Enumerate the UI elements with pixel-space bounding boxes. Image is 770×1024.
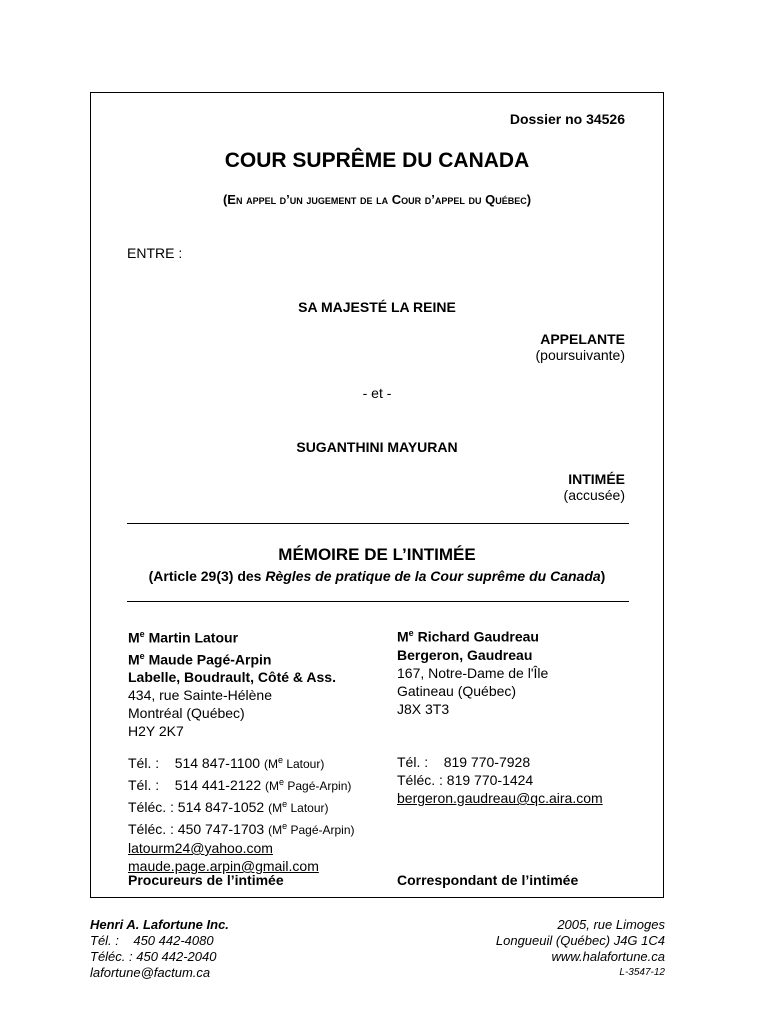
dossier-number: Dossier no 34526 [509,111,625,127]
left-email-link[interactable]: latourm24@yahoo.com [128,840,273,856]
footer-fax: Téléc. : 450 442-2040 [90,949,217,964]
right-firm: Bergeron, Gaudreau [397,646,533,663]
footer-city: Longueuil (Québec) J4G 1C4 [495,933,665,948]
article-reference [91,568,663,584]
right-fax-line: Téléc. : 819 770-1424 [397,772,534,788]
article-rules-title: Règles de pratique de la Cour suprême du Canada [265,568,601,584]
right-signoff: Correspondant de l’intimée [397,872,579,888]
footer-web[interactable]: www.halafortune.ca [551,949,665,964]
right-counsel-block [397,624,647,718]
footer-email[interactable]: lafortune@factum.ca [90,965,211,980]
left-phone-line: Tél. : 514 847-1100 (Me Latour) [128,755,325,771]
entre-label: ENTRE : [127,245,183,261]
left-phone-line: Tél. : 514 441-2122 (Me Pagé-Arpin) [128,777,352,793]
footer-left [90,917,229,981]
left-address-line: Montréal (Québec) [128,705,245,722]
appellant-role-title: APPELANTE [540,331,625,347]
left-counsel-block [128,625,398,740]
article-post: ) [600,568,606,584]
left-email-link[interactable]: maude.page.arpin@gmail.com [128,858,319,874]
appellant-name: SA MAJESTÉ LA REINE [298,299,456,315]
appellant-role-sub: (poursuivante) [535,347,625,363]
right-address-line: 167, Notre-Dame de l'Île [397,664,549,681]
left-firm: Labelle, Boudrault, Côté & Ass. [128,669,336,686]
cover-frame [90,92,664,898]
party-separator: - et - [362,385,392,401]
memoire-title: MÉMOIRE DE L’INTIMÉE [278,545,476,564]
left-fax-line: Téléc. : 514 847-1052 (Me Latour) [128,799,329,815]
left-address-line: 434, rue Sainte-Hélène [128,687,272,704]
appellant-role [536,331,626,363]
right-contact-block [397,753,647,807]
right-lawyer-1: Me Richard Gaudreau [397,628,539,645]
respondent-name: SUGANTHINI MAYURAN [296,439,458,455]
respondent-role [564,471,625,503]
footer-street: 2005, rue Limoges [557,917,665,932]
court-title: COUR SUPRÊME DU CANADA [224,149,530,172]
footer-company: Henri A. Lafortune Inc. [90,917,229,932]
right-phone-line: Tél. : 819 770-7928 [397,754,531,770]
right-address-line: Gatineau (Québec) [397,682,517,699]
appeal-subtitle: (En appel d’un jugement de la Cour d’appel du Québec) [222,192,532,207]
left-address-line: H2Y 2K7 [128,723,184,740]
left-contact-block [128,751,398,875]
left-lawyer-1: Me Martin Latour [128,629,239,646]
respondent-role-title: INTIMÉE [568,471,625,487]
left-fax-line: Téléc. : 450 747-1703 (Me Pagé-Arpin) [128,821,355,837]
left-signoff: Procureurs de l’intimée [128,872,284,888]
divider-top [127,523,629,524]
footer-tel: Tél. : 450 442-4080 [90,933,214,948]
footer-right [496,917,665,981]
right-email-link[interactable]: bergeron.gaudreau@qc.aira.com [397,790,603,806]
right-address-line: J8X 3T3 [397,700,450,717]
footer-code: L-3547-12 [619,967,665,978]
divider-bottom [127,601,629,602]
left-lawyer-2: Me Maude Pagé-Arpin [128,650,272,668]
article-pre: (Article 29(3) des [148,568,266,584]
respondent-role-sub: (accusée) [563,487,625,503]
